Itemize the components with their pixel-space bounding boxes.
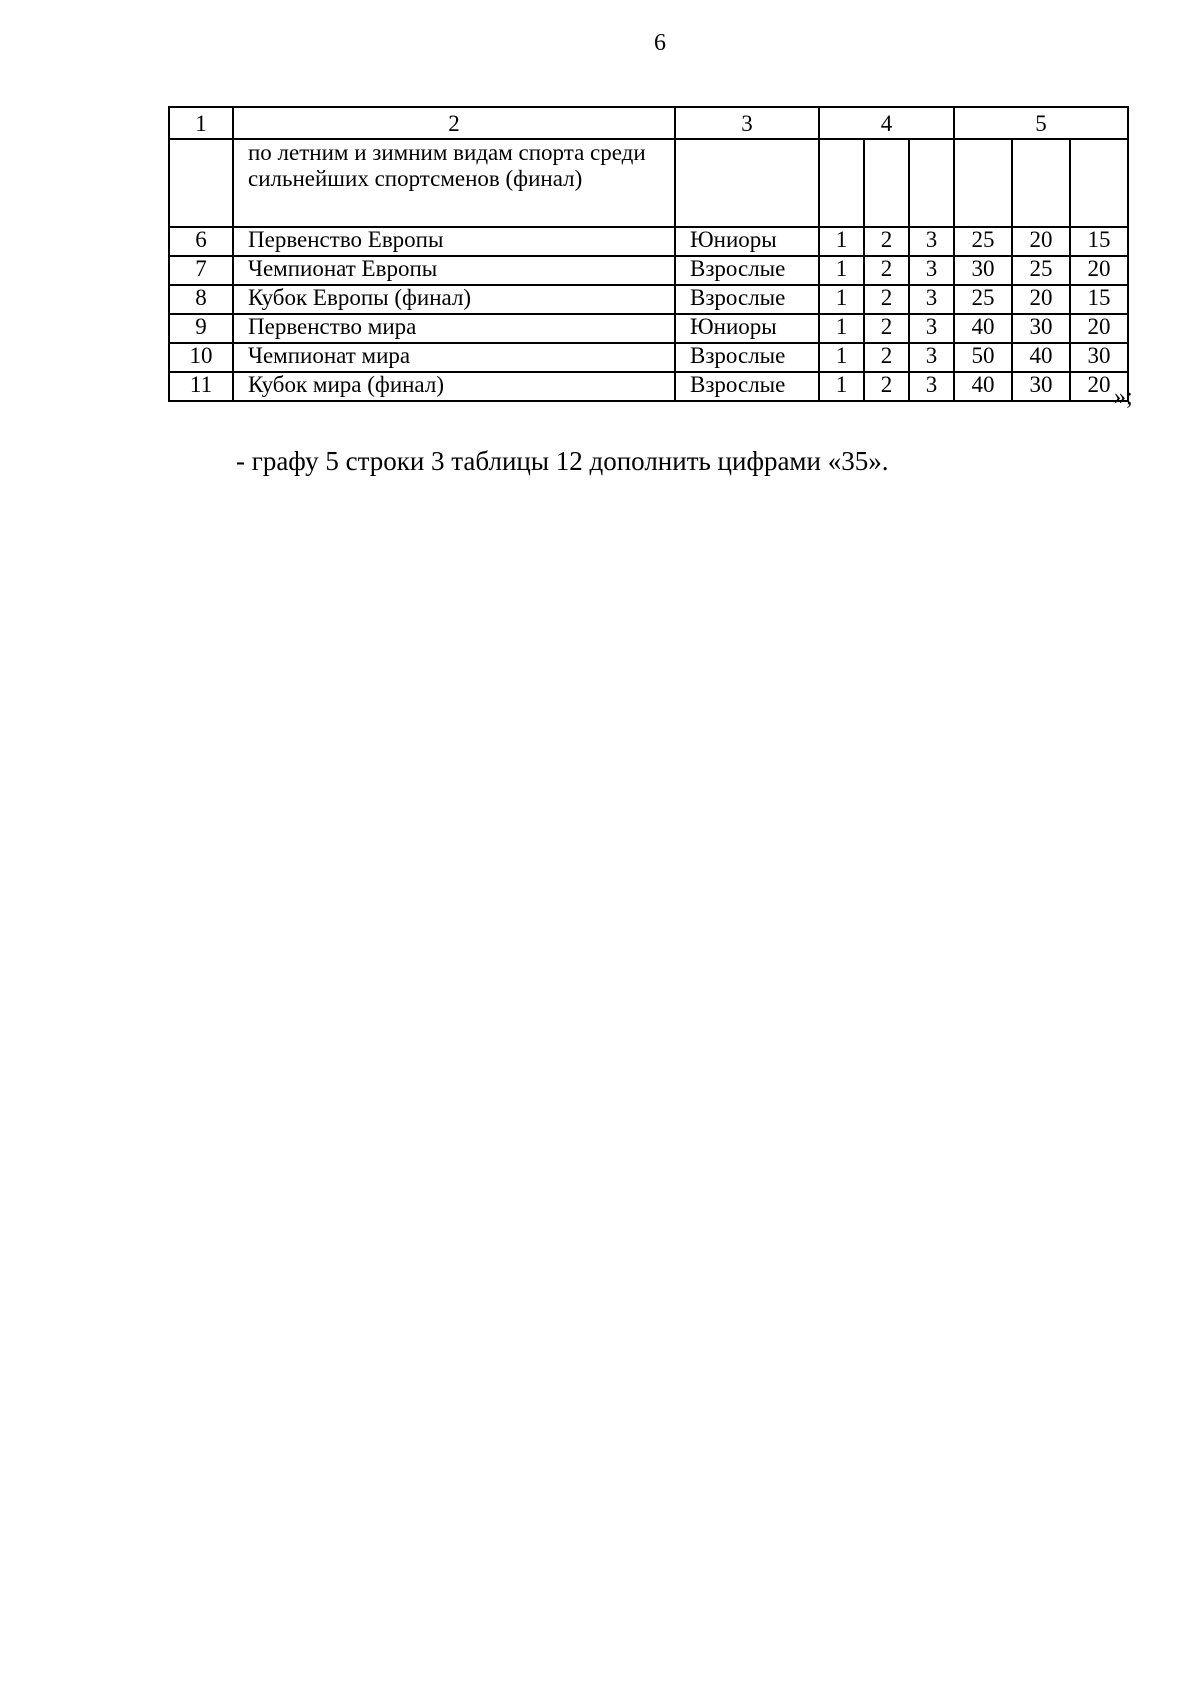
points-cell: 40 [954, 314, 1012, 343]
points-cell: 30 [1012, 314, 1070, 343]
row-number: 9 [169, 314, 233, 343]
competition-name: Первенство Европы [233, 227, 675, 256]
place-cell: 3 [909, 227, 954, 256]
table-container [168, 106, 1129, 402]
points-cell: 20 [1070, 256, 1128, 285]
points-cell: 25 [954, 227, 1012, 256]
points-cell: 40 [1012, 343, 1070, 372]
place-cell: 1 [819, 256, 864, 285]
continuation-row [169, 139, 1128, 227]
points-cell: 15 [1070, 227, 1128, 256]
points-cell: 25 [954, 285, 1012, 314]
continuation-points-cell [1070, 139, 1128, 227]
competition-name: Кубок мира (финал) [233, 372, 675, 401]
continuation-place-cell [864, 139, 909, 227]
place-cell: 3 [909, 285, 954, 314]
points-cell: 20 [1070, 372, 1128, 401]
row-number: 8 [169, 285, 233, 314]
continuation-points-cell [1012, 139, 1070, 227]
table-row [169, 256, 1128, 285]
table-header-row [169, 107, 1128, 139]
points-cell: 40 [954, 372, 1012, 401]
header-col-5: 5 [954, 107, 1128, 139]
place-cell: 1 [819, 343, 864, 372]
continuation-category-cell [675, 139, 819, 227]
place-cell: 2 [864, 372, 909, 401]
points-cell: 20 [1070, 314, 1128, 343]
table-row [169, 372, 1128, 401]
header-col-3: 3 [675, 107, 819, 139]
points-cell: 30 [1012, 372, 1070, 401]
points-cell: 50 [954, 343, 1012, 372]
row-number: 7 [169, 256, 233, 285]
amendment-paragraph: - графу 5 строки 3 таблицы 12 дополнить цифрами «35». [236, 446, 889, 476]
competition-name: Кубок Европы (финал) [233, 285, 675, 314]
points-cell: 25 [1012, 256, 1070, 285]
header-col-1: 1 [169, 107, 233, 139]
table-row [169, 314, 1128, 343]
row-number: 10 [169, 343, 233, 372]
place-cell: 1 [819, 372, 864, 401]
age-category: Взрослые [675, 285, 819, 314]
place-cell: 3 [909, 314, 954, 343]
header-col-4: 4 [819, 107, 954, 139]
age-category: Взрослые [675, 372, 819, 401]
place-cell: 3 [909, 343, 954, 372]
age-category: Юниоры [675, 227, 819, 256]
place-cell: 2 [864, 256, 909, 285]
competition-name: Чемпионат Европы [233, 256, 675, 285]
age-category: Взрослые [675, 343, 819, 372]
table-row [169, 285, 1128, 314]
place-cell: 2 [864, 314, 909, 343]
age-category: Юниоры [675, 314, 819, 343]
place-cell: 1 [819, 314, 864, 343]
row-number: 11 [169, 372, 233, 401]
continuation-text: по летним и зимним видам спорта среди сильнейших спортсменов (финал) [248, 140, 646, 191]
competition-name: Чемпионат мира [233, 343, 675, 372]
place-cell: 1 [819, 227, 864, 256]
continuation-place-cell [909, 139, 954, 227]
place-cell: 2 [864, 285, 909, 314]
points-cell: 30 [954, 256, 1012, 285]
closing-quote: »; [1114, 384, 1133, 410]
header-col-2: 2 [233, 107, 675, 139]
continuation-name-cell [233, 139, 675, 227]
continuation-num-cell [169, 139, 233, 227]
page-number: 6 [654, 30, 666, 56]
place-cell: 2 [864, 227, 909, 256]
points-table [168, 106, 1129, 402]
continuation-points-cell [954, 139, 1012, 227]
continuation-place-cell [819, 139, 864, 227]
points-cell: 15 [1070, 285, 1128, 314]
points-cell: 30 [1070, 343, 1128, 372]
place-cell: 3 [909, 256, 954, 285]
table-row [169, 343, 1128, 372]
place-cell: 1 [819, 285, 864, 314]
row-number: 6 [169, 227, 233, 256]
table-row [169, 227, 1128, 256]
place-cell: 3 [909, 372, 954, 401]
points-cell: 20 [1012, 285, 1070, 314]
place-cell: 2 [864, 343, 909, 372]
competition-name: Первенство мира [233, 314, 675, 343]
age-category: Взрослые [675, 256, 819, 285]
points-cell: 20 [1012, 227, 1070, 256]
